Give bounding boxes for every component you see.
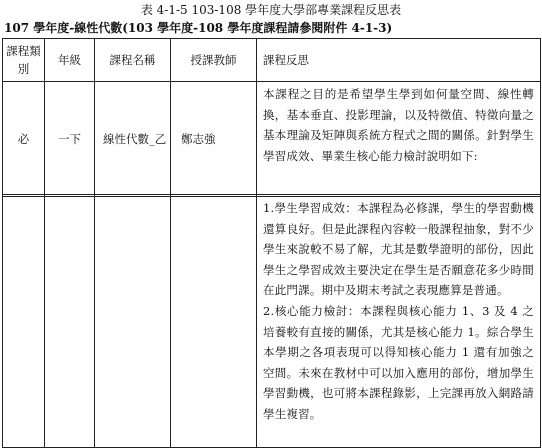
- section-subtitle: 107 學年度-線性代數(103 學年度-108 學年度課程請參閱附件 4-1-3): [4, 21, 393, 35]
- table-row: [3, 82, 541, 197]
- cell-reflection-intro: 本課程之目的是希望學生學到如何量空間、線性轉換，基本垂直、投影理論，以及特徵值、特徵向量之基本理論及矩陣與系統方程式之間的關係。針對學生學習成效、畢業生核心能力檢討說明如下:: [257, 82, 541, 197]
- table-row: [3, 195, 541, 448]
- course-reflection-table-continued: [2, 194, 541, 448]
- header-grade: 年級: [45, 39, 95, 82]
- cell-grade-empty: [45, 195, 95, 448]
- course-reflection-table: [2, 38, 541, 197]
- reflection-point-learning-outcomes: 1.學生學習成效：本課程為必修課，學生的學習動機還算良好。但是此課程內容較一般課程抽象，對不少學生來說較不易了解，尤其是數學證明的部份，因此學生之學習成效主要決定在學生是否願意花多少時間在此門課。期中及期末考試之表現應算是普通。: [263, 201, 534, 298]
- header-reflection: 課程反思: [257, 39, 541, 82]
- cell-category: 必: [3, 82, 45, 197]
- reflection-point-core-competency: 2.核心能力檢討：本課程與核心能力 1、3 及 4 之培養較有直接的關係，尤其是核心能力 1。綜合學生本學期之各項表現可以得知核心能力 1 還有加強之空間。未來在教材中可以加入應用的部份，增加學生學習動機，也可將本課程錄影，上完課再放入網路請學生複習。: [263, 303, 534, 421]
- cell-course-name-empty: [95, 195, 171, 448]
- header-teacher: 授課教師: [171, 39, 257, 82]
- cell-teacher-empty: [171, 195, 257, 448]
- cell-teacher: 鄭志強: [171, 82, 257, 197]
- cell-course-name: 線性代數_乙: [95, 82, 171, 197]
- table-header-row: [3, 39, 541, 82]
- cell-category-empty: [3, 195, 45, 448]
- header-course-name: 課程名稱: [95, 39, 171, 82]
- table-caption: 表 4-1-5 103-108 學年度大學部專業課程反思表: [140, 3, 402, 17]
- cell-grade: 一下: [45, 82, 95, 197]
- cell-reflection-detail: [257, 195, 541, 448]
- header-course-category: 課程類別: [3, 39, 45, 82]
